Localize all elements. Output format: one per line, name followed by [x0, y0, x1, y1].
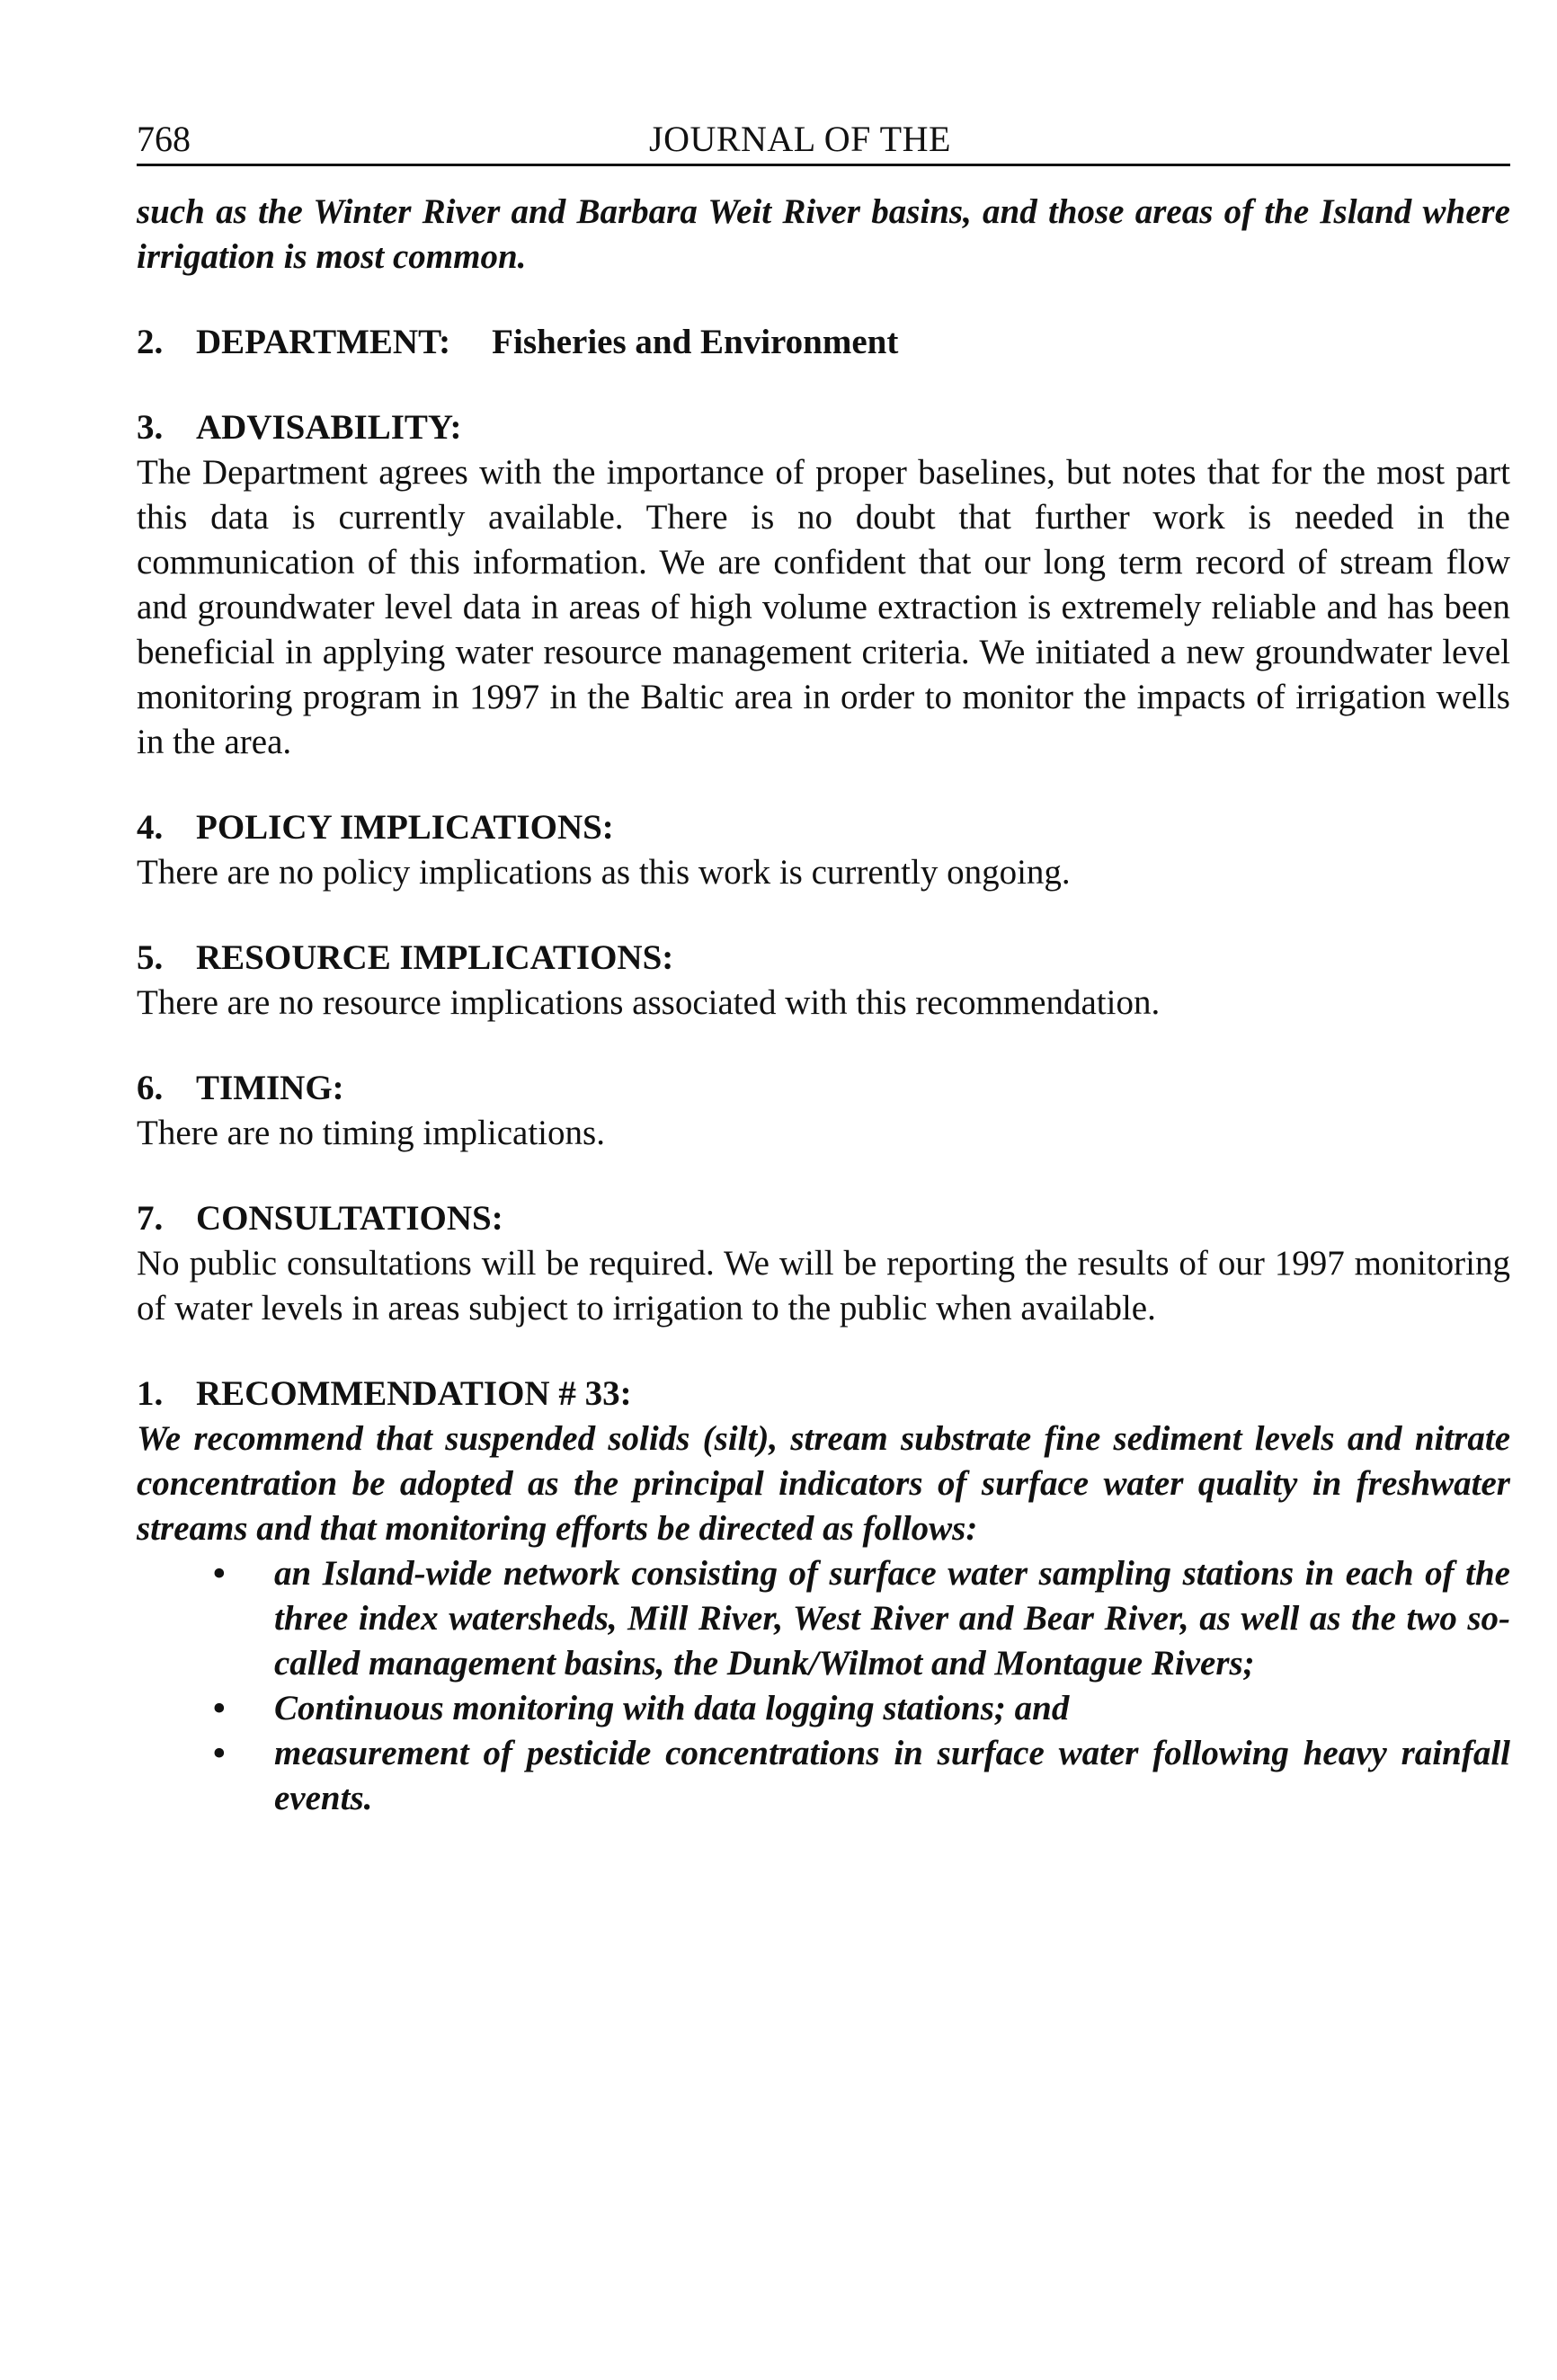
section-number: 2. — [137, 323, 164, 361]
section-heading — [137, 405, 1510, 450]
list-item-text: an Island-wide network consisting of surface water sampling stations in each of the three index watersheds, Mill River, West River and Bear River, as well as the two so-called management basins, the Dunk/Wilmot and Montague Rivers; — [274, 1554, 1510, 1683]
journal-title: JOURNAL OF THE — [649, 119, 951, 159]
section-heading — [137, 1066, 1510, 1111]
recommendation-bullet-list — [137, 1551, 1510, 1821]
section-heading — [137, 1196, 1510, 1241]
section-number: 5. — [137, 938, 164, 977]
section-number: 6. — [137, 1069, 164, 1107]
document-page — [137, 117, 1510, 1821]
section-department — [137, 320, 1510, 365]
recommendation-body: We recommend that suspended solids (silt), stream substrate fine sediment levels and nitrate concentration be adopted as the principal indicators of surface water quality in freshwater streams and that monitoring efforts be directed as follows: — [137, 1419, 1510, 1548]
section-heading — [137, 1372, 1510, 1416]
bullet-icon: • — [213, 1734, 226, 1772]
section-body: There are no policy implications as this work is currently ongoing. — [137, 853, 1071, 892]
list-item-text: Continuous monitoring with data logging stations; and — [274, 1689, 1070, 1727]
section-number: 1. — [137, 1374, 164, 1413]
section-recommendation — [137, 1372, 1510, 1821]
section-policy-implications — [137, 805, 1510, 895]
bullet-icon: • — [213, 1689, 226, 1727]
section-label: ADVISABILITY: — [196, 408, 462, 447]
page-number: 768 — [137, 119, 191, 159]
section-number: 4. — [137, 808, 164, 847]
list-item — [137, 1551, 1510, 1686]
section-label: RECOMMENDATION # 33: — [196, 1374, 632, 1413]
section-timing — [137, 1066, 1510, 1156]
section-body: There are no resource implications associated with this recommendation. — [137, 983, 1161, 1022]
section-advisability — [137, 405, 1510, 765]
department-value: Fisheries and Environment — [492, 323, 899, 361]
section-heading — [137, 805, 1510, 850]
section-label: POLICY IMPLICATIONS: — [196, 808, 614, 847]
list-item — [137, 1731, 1510, 1821]
section-body: There are no timing implications. — [137, 1114, 605, 1152]
section-heading — [137, 936, 1510, 981]
section-label: CONSULTATIONS: — [196, 1199, 503, 1238]
section-label: DEPARTMENT: — [196, 323, 451, 361]
section-heading — [137, 320, 1510, 365]
section-label: TIMING: — [196, 1069, 344, 1107]
section-body: The Department agrees with the importance of proper baselines, but notes that for the most part this data is currently available. There is no doubt that further work is needed in the communication of this information. We are confident that our long term record of stream flow and groundwater level data in areas of high volume extraction is extremely reliable and has been beneficial in applying water resource management criteria. We initiated a new groundwater level monitoring program in 1997 in the Baltic area in order to monitor the impacts of irrigation wells in the area. — [137, 453, 1510, 761]
section-consultations — [137, 1196, 1510, 1331]
running-header — [137, 117, 1510, 166]
section-body: No public consultations will be required. We will be reporting the results of our 1997 monitoring of water levels in areas subject to irrigation to the public when available. — [137, 1244, 1510, 1328]
section-label: RESOURCE IMPLICATIONS: — [196, 938, 674, 977]
list-item-text: measurement of pesticide concentrations in surface water following heavy rainfall events. — [274, 1734, 1510, 1817]
list-item — [137, 1686, 1510, 1731]
bullet-icon: • — [213, 1554, 226, 1593]
section-number: 3. — [137, 408, 164, 447]
section-number: 7. — [137, 1199, 164, 1238]
intro-paragraph: such as the Winter River and Barbara Weit River basins, and those areas of the Island where irrigation is most common. — [137, 192, 1510, 276]
section-resource-implications — [137, 936, 1510, 1026]
